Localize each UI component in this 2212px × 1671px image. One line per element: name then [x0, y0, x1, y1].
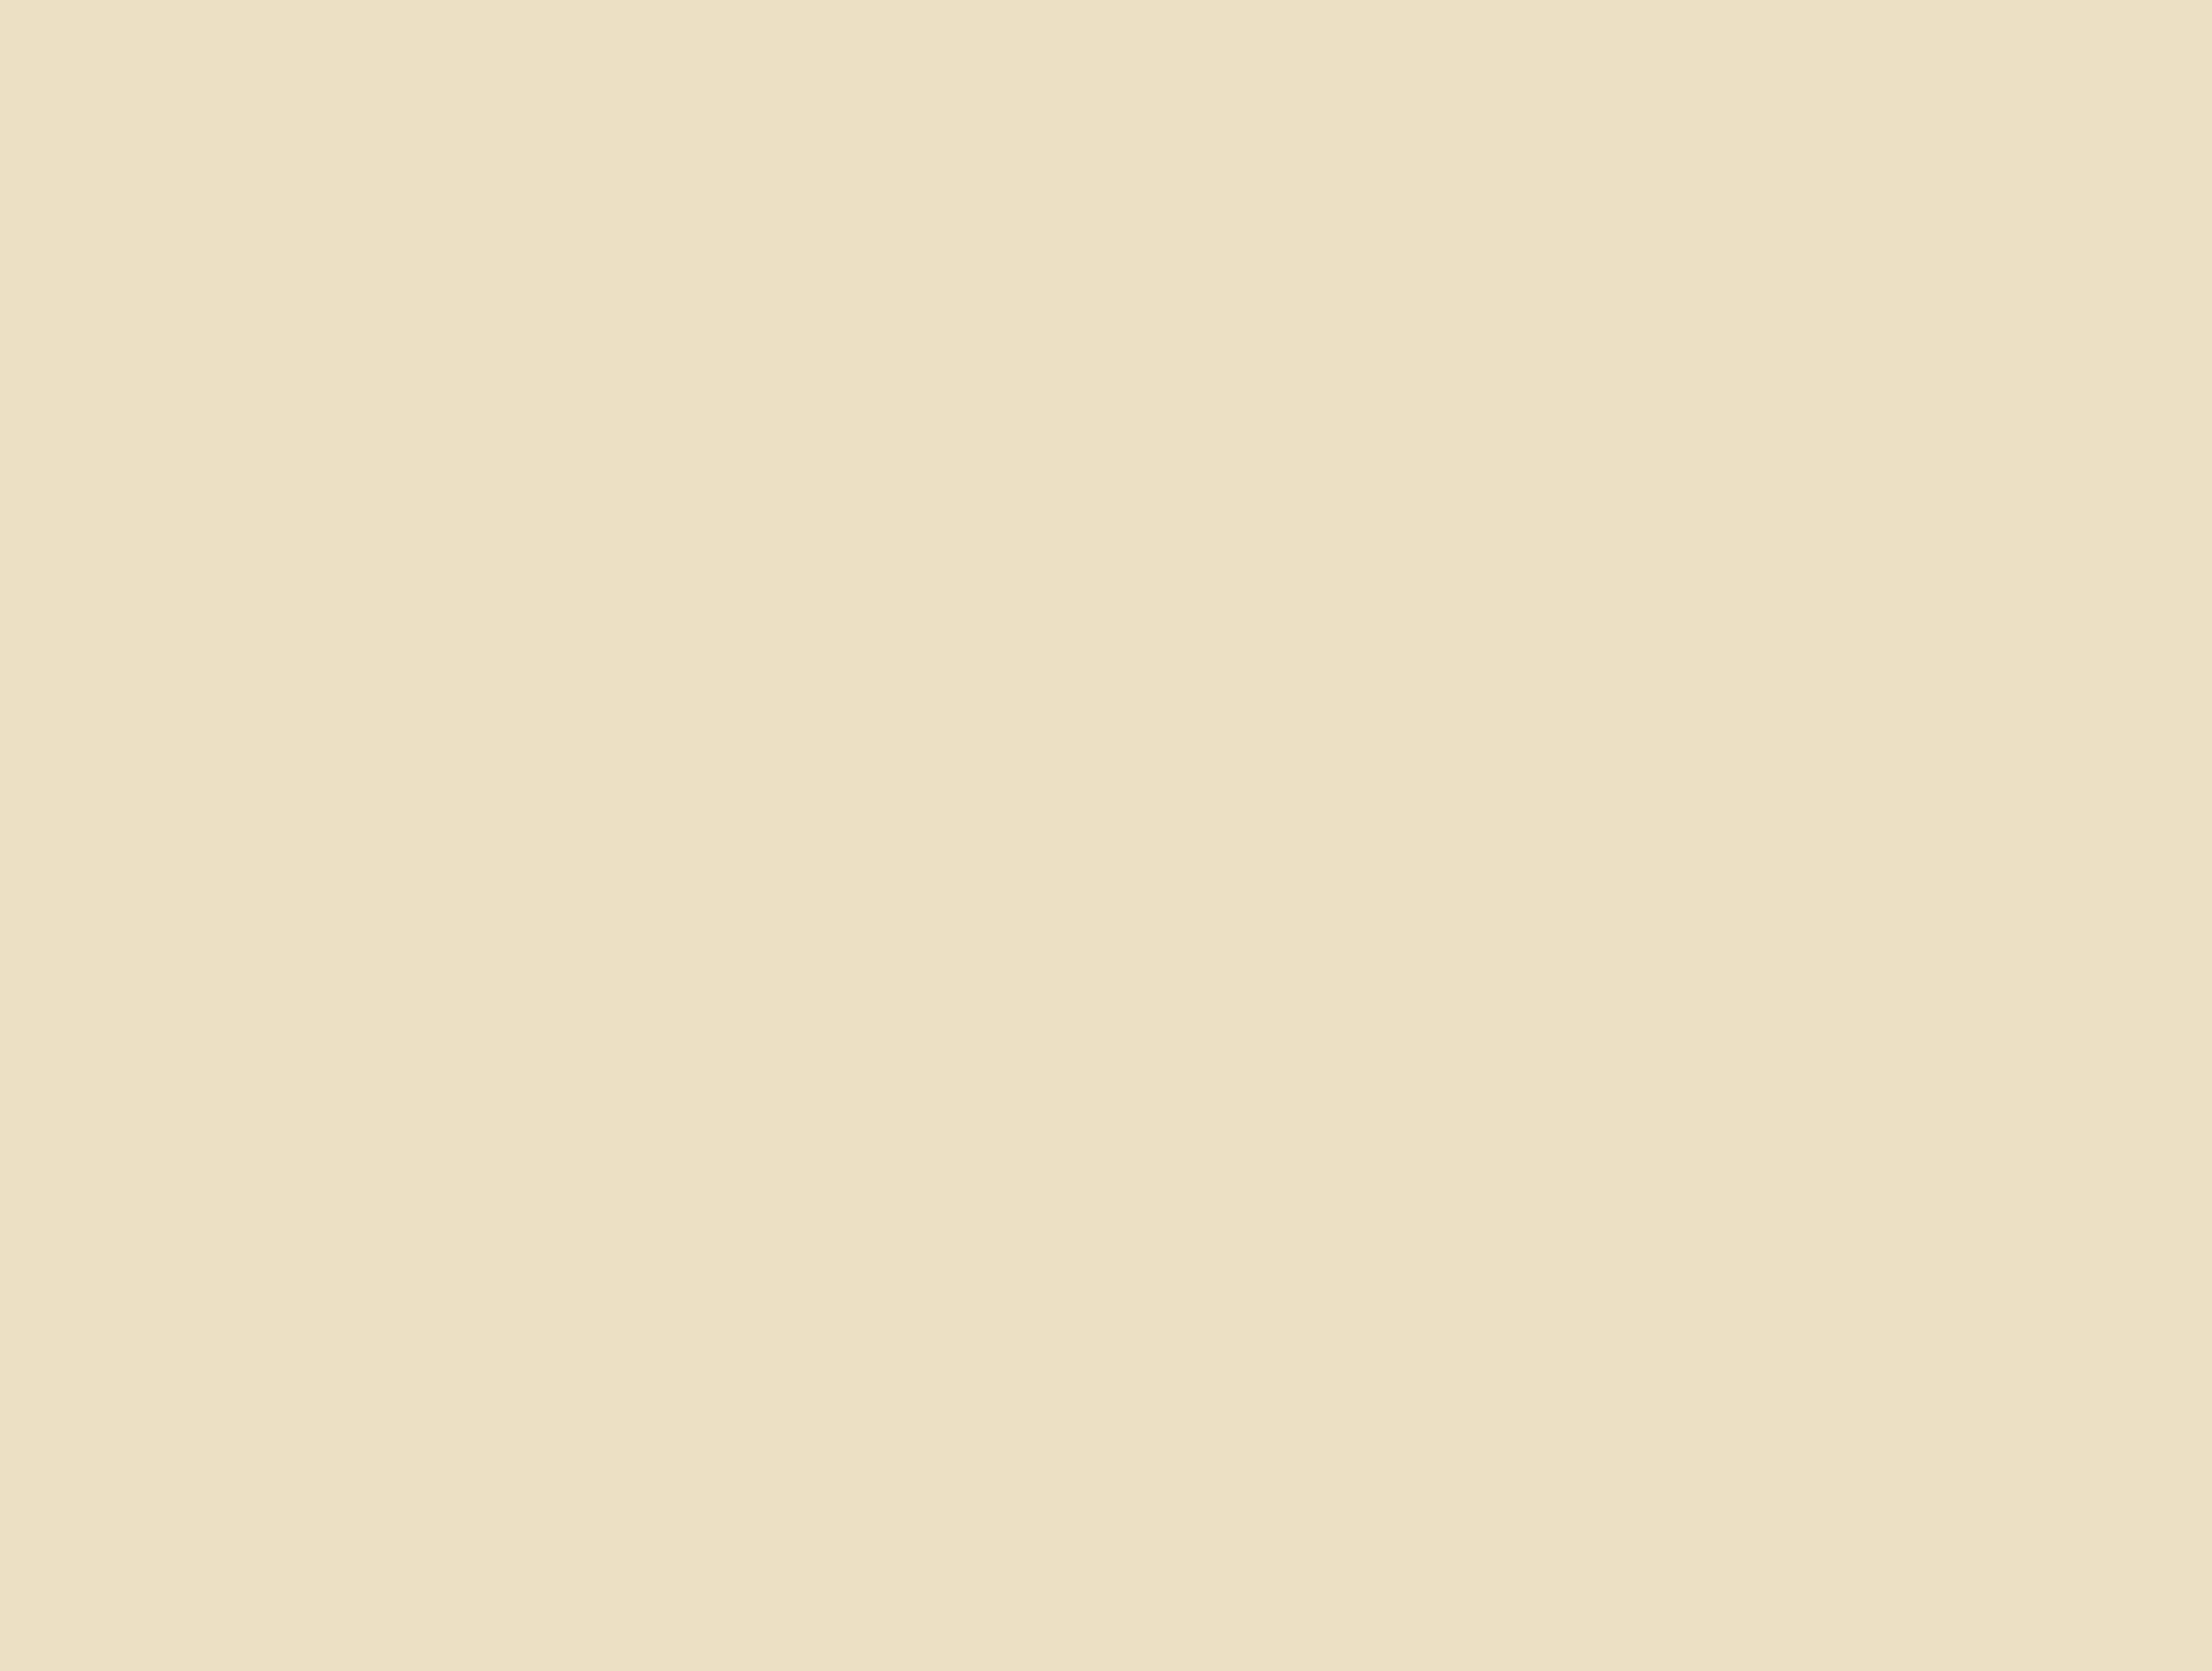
verse-1-line — [237, 312, 300, 349]
verse-2-line — [237, 351, 300, 388]
verse-3-line — [237, 391, 300, 428]
